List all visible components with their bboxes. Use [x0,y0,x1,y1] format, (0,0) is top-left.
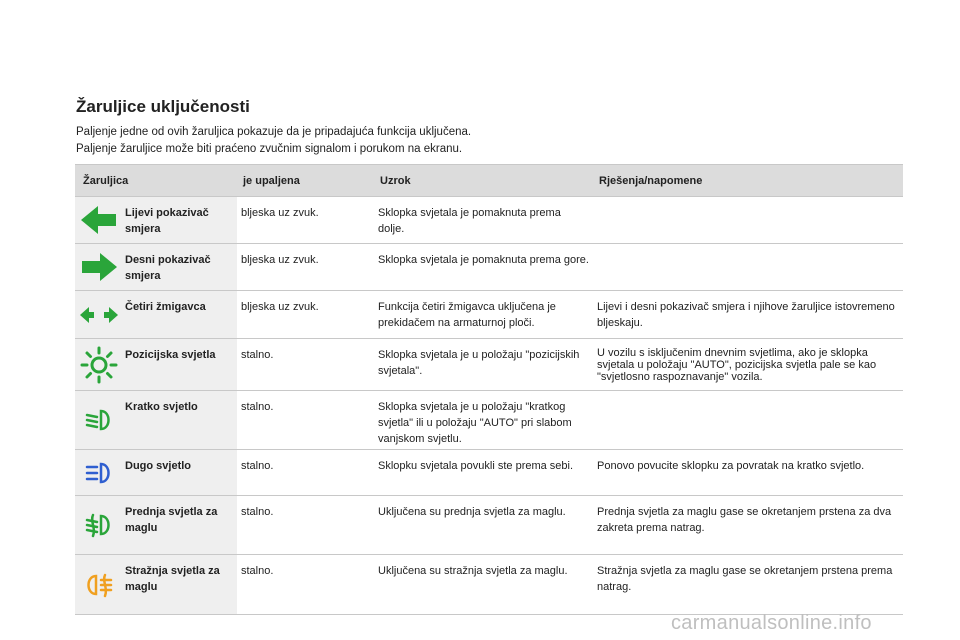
table-row [75,555,903,615]
column-header-cause: Uzrok [374,165,593,197]
lamp-name: Četiri žmigavca [122,291,237,339]
left-arrow-icon [75,205,122,235]
watermark: carmanualsonline.info [671,612,872,634]
table-row [75,291,903,339]
intro-line: Paljenje žaruljice može biti praćeno zvučnim signalom i porukom na ekranu. [76,143,463,155]
lamp-name: Kratko svjetlo [122,391,237,450]
table-row [75,197,903,244]
double-arrow-icon [75,305,122,325]
lamp-note: U vozilu s isključenim dnevnim svjetlima, ako je sklopka svjetala u položaju "AUTO", pozicijska svjetla pale se kao "svjetlosno raspoznavanje" vozila. [593,339,903,391]
table-row [75,496,903,555]
lamp-state: bljeska uz zvuk. [237,244,374,291]
lamp-cause: Sklopka svjetala je u položaju "kratkog svjetla" ili u položaju "AUTO" pri slabom vanjskom svjetlu. [374,391,593,450]
lamp-state: stalno. [237,339,374,391]
lamp-state: stalno. [237,391,374,450]
lamp-name: Desni pokazivač smjera [122,244,237,291]
high-beam-icon [75,461,122,485]
lamp-name: Pozicijska svjetla [122,339,237,391]
lamp-cause: Funkcija četiri žmigavca uključena je prekidačem na armaturnoj ploči. [374,291,593,339]
lamp-state: bljeska uz zvuk. [237,197,374,244]
table-row [75,244,903,291]
lamp-cause: Sklopka svjetala je pomaknuta prema gore. [374,244,593,291]
lamp-state: stalno. [237,450,374,496]
rear-fog-icon [75,572,122,598]
lamp-note [593,244,903,291]
lamp-note: Stražnja svjetla za maglu gase se okretanjem prstena prema natrag. [593,555,903,615]
lamp-name: Lijevi pokazivač smjera [122,197,237,244]
column-header-lamp: Žaruljica [75,165,237,197]
lamp-note: Ponovo povucite sklopku za povratak na kratko svjetlo. [593,450,903,496]
column-header-notes: Rješenja/napomene [593,165,903,197]
table-header-row [75,165,903,197]
lamp-cause: Sklopku svjetala povukli ste prema sebi. [374,450,593,496]
lamp-name: Prednja svjetla za maglu [122,496,237,555]
lamp-cause: Sklopka svjetala je u položaju "pozicijskih svjetala". [374,339,593,391]
position-light-icon [75,346,122,384]
intro-text [76,124,471,158]
page-title: Žaruljice uključenosti [76,97,250,116]
table-row [75,339,903,391]
warning-lights-table [75,164,903,615]
lamp-cause: Uključena su prednja svjetla za maglu. [374,496,593,555]
table-row [75,450,903,496]
right-arrow-icon [75,252,122,282]
table-row [75,391,903,450]
lamp-state: bljeska uz zvuk. [237,291,374,339]
lamp-state: stalno. [237,555,374,615]
lamp-cause: Sklopka svjetala je pomaknuta prema dolje. [374,197,593,244]
lamp-cause: Uključena su stražnja svjetla za maglu. [374,555,593,615]
lamp-note: Prednja svjetla za maglu gase se okretanjem prstena za dva zakreta prema natrag. [593,496,903,555]
lamp-name: Dugo svjetlo [122,450,237,496]
intro-line: Paljenje jedne od ovih žaruljica pokazuje da je pripadajuća funkcija uključena. [76,126,472,138]
lamp-state: stalno. [237,496,374,555]
lamp-note: Lijevi i desni pokazivač smjera i njihove žaruljice istovremeno bljeskaju. [593,291,903,339]
lamp-note [593,197,903,244]
front-fog-icon [75,512,122,538]
lamp-name: Stražnja svjetla za maglu [122,555,237,615]
column-header-state: je upaljena [237,165,374,197]
lamp-note [593,391,903,450]
low-beam-icon [75,408,122,432]
